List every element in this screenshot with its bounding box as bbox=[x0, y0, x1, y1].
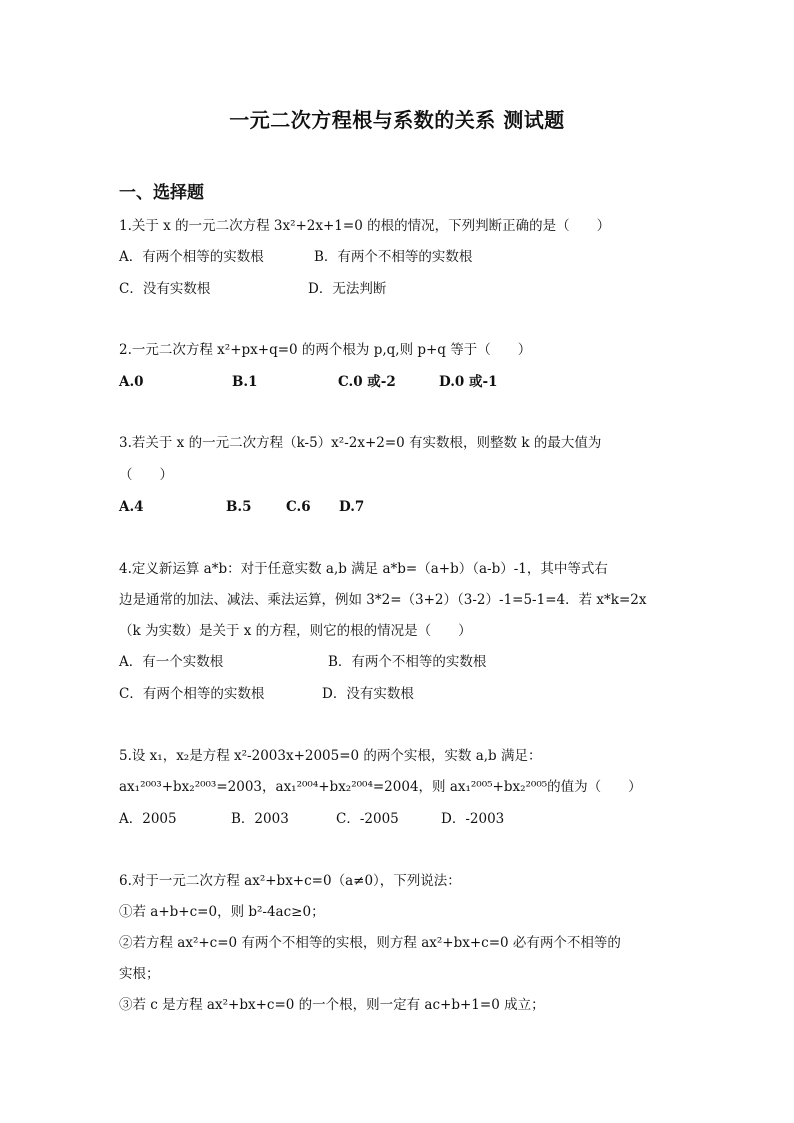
q4-option-c: C．有两个相等的实数根 bbox=[119, 686, 265, 702]
q5-option-b: B．2003 bbox=[231, 811, 289, 827]
q4-stem-line3: （k 为实数）是关于 x 的方程，则它的根的情况是（ ） bbox=[119, 623, 472, 639]
page-title: 一元二次方程根与系数的关系 测试题 bbox=[229, 108, 565, 132]
q4-stem-line2: 边是通常的加法、减法、乘法运算，例如 3*2=（3+2）（3-2）-1=5-1=4．若 x*k=2x bbox=[119, 592, 647, 608]
q1-option-b: B．有两个不相等的实数根 bbox=[314, 249, 473, 265]
q6-statement-2: ②若方程 ax²+c=0 有两个不相等的实根，则方程 ax²+bx+c=0 必有两个不相等的 bbox=[119, 935, 621, 951]
q6-statement-2-cont: 实根； bbox=[119, 966, 160, 982]
q2-stem: 2.一元二次方程 x²+px+q=0 的两个根为 p,q,则 p+q 等于（ ） bbox=[119, 342, 532, 358]
q5-stem-line2: ax₁²⁰⁰³+bx₂²⁰⁰³=2003，ax₁²⁰⁰⁴+bx₂²⁰⁰⁴=2004，则 ax₁²⁰⁰⁵+bx₂²⁰⁰⁵的值为（ ） bbox=[119, 779, 642, 795]
q3-option-b: B.5 bbox=[226, 499, 252, 515]
q2-option-d: D.0 或-1 bbox=[439, 374, 498, 390]
q4-option-b: B．有两个不相等的实数根 bbox=[328, 654, 487, 670]
q3-option-a: A.4 bbox=[119, 499, 144, 515]
q4-option-a: A．有一个实数根 bbox=[119, 654, 224, 670]
q6-statement-3: ③若 c 是方程 ax²+bx+c=0 的一个根，则一定有 ac+b+1=0 成立； bbox=[119, 997, 545, 1013]
q3-stem-cont: （ ） bbox=[119, 467, 173, 483]
q3-option-d: D.7 bbox=[339, 499, 365, 515]
q6-statement-1: ①若 a+b+c=0，则 b²-4ac≥0； bbox=[119, 904, 325, 920]
q4-stem-line1: 4.定义新运算 a*b：对于任意实数 a,b 满足 a*b=（a+b）（a-b）-1，其中等式右 bbox=[119, 561, 608, 577]
section-heading: 一、选择题 bbox=[119, 183, 204, 203]
q5-option-d: D．-2003 bbox=[441, 811, 505, 827]
q1-stem: 1.关于 x 的一元二次方程 3x²+2x+1=0 的根的情况，下列判断正确的是（ ） bbox=[119, 218, 611, 234]
q3-stem: 3.若关于 x 的一元二次方程（k-5）x²-2x+2=0 有实数根，则整数 k 的最大值为 bbox=[119, 435, 602, 451]
q1-option-d: D．无法判断 bbox=[308, 281, 387, 297]
q6-stem: 6.对于一元二次方程 ax²+bx+c=0（a≠0），下列说法： bbox=[119, 873, 461, 889]
q2-option-b: B.1 bbox=[232, 374, 258, 390]
q4-option-d: D．没有实数根 bbox=[322, 686, 414, 702]
q1-option-c: C．没有实数根 bbox=[119, 281, 211, 297]
q5-option-c: C．-2005 bbox=[336, 811, 399, 827]
q2-option-a: A.0 bbox=[119, 374, 144, 390]
q5-stem-line1: 5.设 x₁，x₂是方程 x²-2003x+2005=0 的两个实根，实数 a,b 满足： bbox=[119, 748, 542, 764]
q2-option-c: C.0 或-2 bbox=[338, 374, 396, 390]
q1-option-a: A．有两个相等的实数根 bbox=[119, 249, 264, 265]
q3-option-c: C.6 bbox=[286, 499, 311, 515]
q5-option-a: A．2005 bbox=[119, 811, 177, 827]
